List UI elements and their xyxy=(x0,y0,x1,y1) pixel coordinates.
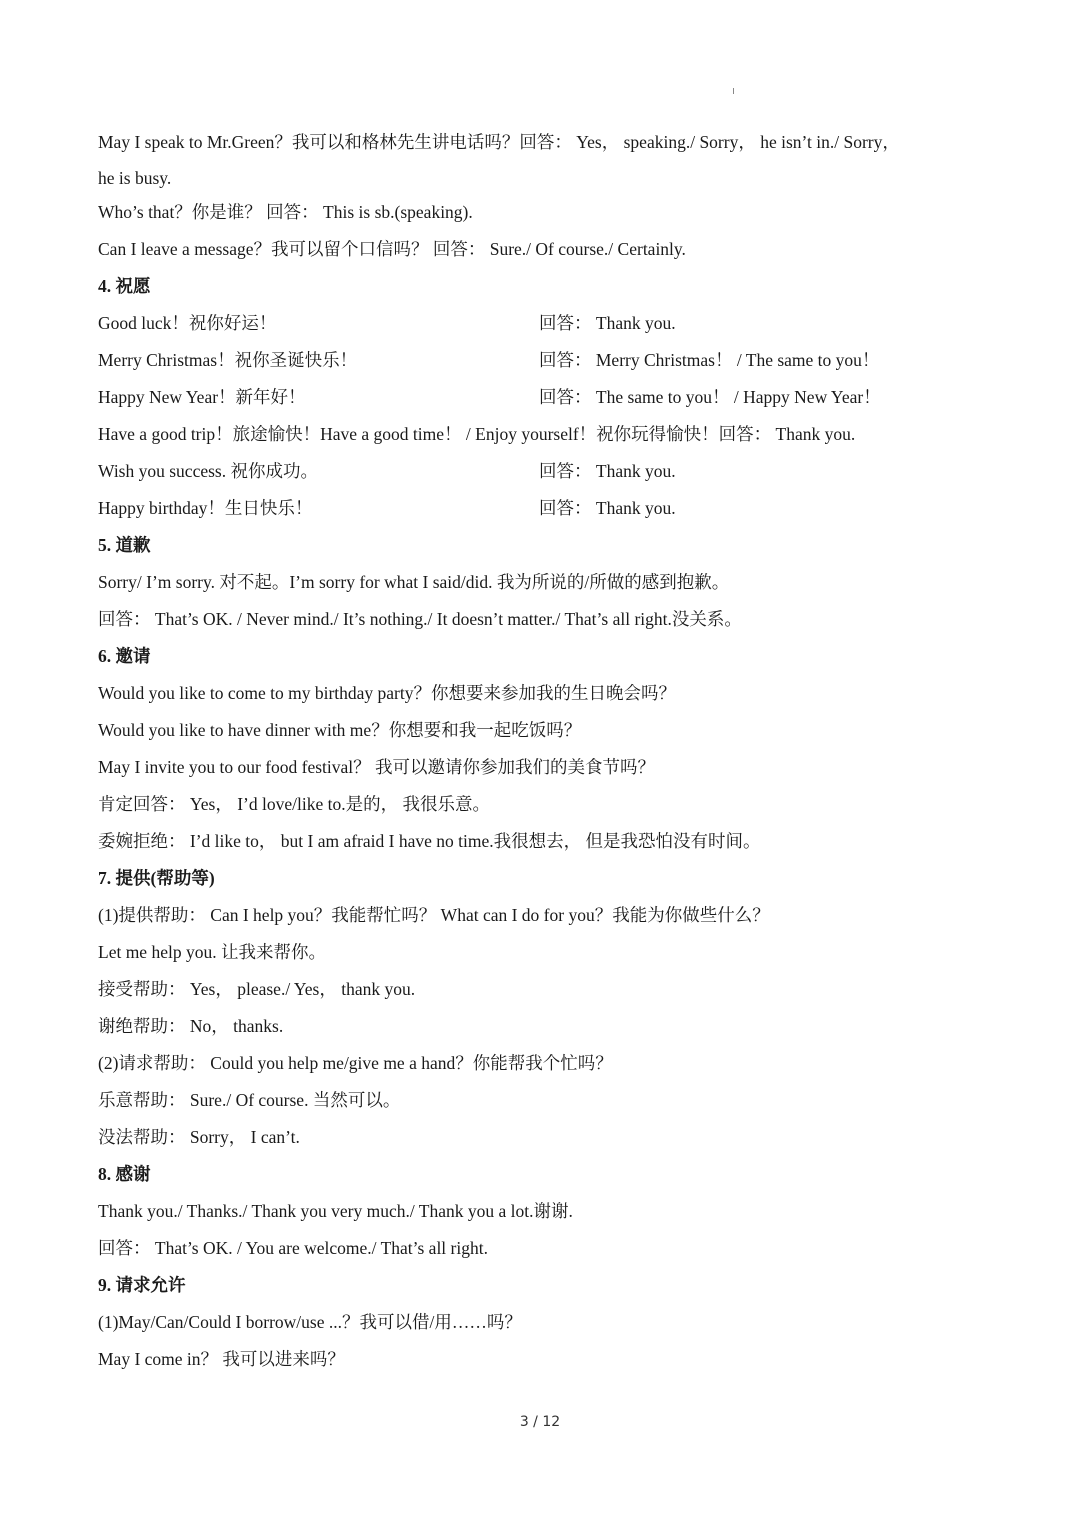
wish-text: Have a good trip！旅途愉快！Have a good time！ / Enjoy yourself！祝你玩得愉快！回答： Thank you. xyxy=(98,424,856,444)
section-heading: 4. 祝愿 xyxy=(98,276,151,296)
text-line: (2)请求帮助： Could you help me/give me a hand？你能帮我个忙吗？ xyxy=(98,1053,613,1073)
text-line: Who’s that？你是谁？ 回答： This is sb.(speaking). xyxy=(98,202,473,222)
wish-reply: 回答： Thank you. xyxy=(539,313,676,333)
wish-row xyxy=(98,497,676,519)
section-heading: 9. 请求允许 xyxy=(98,1275,186,1295)
section-heading: 7. 提供(帮助等) xyxy=(98,868,215,888)
wish-text: Happy New Year！新年好！ xyxy=(98,387,306,407)
text-line: Would you like to come to my birthday party？你想要来参加我的生日晚会吗？ xyxy=(98,683,676,703)
wish-row xyxy=(98,386,881,408)
text-line: 乐意帮助： Sure./ Of course. 当然可以。 xyxy=(98,1090,401,1110)
text-line: 肯定回答： Yes， I’d love/like to.是的， 我很乐意。 xyxy=(98,794,490,814)
text-line: 委婉拒绝： I’d like to， but I am afraid I have no time.我很想去， 但是我恐怕没有时间。 xyxy=(98,831,761,851)
wish-text: Good luck！祝你好运！ xyxy=(98,313,277,333)
section-heading: 8. 感谢 xyxy=(98,1164,151,1184)
scan-mark xyxy=(733,88,734,94)
text-line: (1)May/Can/Could I borrow/use ...？我可以借/用……吗？ xyxy=(98,1312,522,1332)
text-line: 没法帮助： Sorry， I can’t. xyxy=(98,1127,300,1147)
text-line: May I come in？ 我可以进来吗？ xyxy=(98,1349,345,1369)
text-line: May I invite you to our food festival？ 我可以邀请你参加我们的美食节吗？ xyxy=(98,757,656,777)
text-line: 接受帮助： Yes， please./ Yes， thank you. xyxy=(98,979,416,999)
wish-reply: 回答： The same to you！ / Happy New Year！ xyxy=(539,387,881,407)
section-heading: 5. 道歉 xyxy=(98,535,151,555)
section-heading: 6. 邀请 xyxy=(98,646,151,666)
wish-text: Wish you success. 祝你成功。 xyxy=(98,461,318,481)
wish-reply: 回答： Thank you. xyxy=(539,461,676,481)
text-line: 回答： That’s OK. / Never mind./ It’s nothing./ It doesn’t matter./ That’s all right.没关系。 xyxy=(98,609,742,629)
wish-row xyxy=(98,349,880,371)
wish-reply: 回答： Merry Christmas！ / The same to you！ xyxy=(539,350,880,370)
page-number: 3 / 12 xyxy=(519,1414,561,1430)
text-line: 谢绝帮助： No， thanks. xyxy=(98,1016,284,1036)
wish-row xyxy=(98,460,676,482)
text-line: Can I leave a message？我可以留个口信吗？ 回答： Sure./ Of course./ Certainly. xyxy=(98,239,686,259)
text-line: Sorry/ I’m sorry. 对不起。I’m sorry for what I said/did. 我为所说的/所做的感到抱歉。 xyxy=(98,572,730,592)
text-line: Thank you./ Thanks./ Thank you very much./ Thank you a lot.谢谢. xyxy=(98,1201,573,1221)
text-line: Let me help you. 让我来帮你。 xyxy=(98,942,326,962)
wish-row xyxy=(98,423,855,445)
wish-reply: 回答： Thank you. xyxy=(539,498,676,518)
text-line: he is busy. xyxy=(98,168,172,188)
wish-text: Happy birthday！生日快乐！ xyxy=(98,498,313,518)
wish-text: Merry Christmas！祝你圣诞快乐！ xyxy=(98,350,358,370)
wish-row xyxy=(98,312,676,334)
text-line: 回答： That’s OK. / You are welcome./ That’s all right. xyxy=(98,1238,488,1258)
text-line: Would you like to have dinner with me？你想要和我一起吃饭吗？ xyxy=(98,720,582,740)
text-line: May I speak to Mr.Green？我可以和格林先生讲电话吗？回答： Yes， speaking./ Sorry， he isn’t in./ Sorry， xyxy=(98,132,900,152)
text-line: (1)提供帮助： Can I help you？我能帮忙吗？ What can I do for you？我能为你做些什么？ xyxy=(98,905,770,925)
